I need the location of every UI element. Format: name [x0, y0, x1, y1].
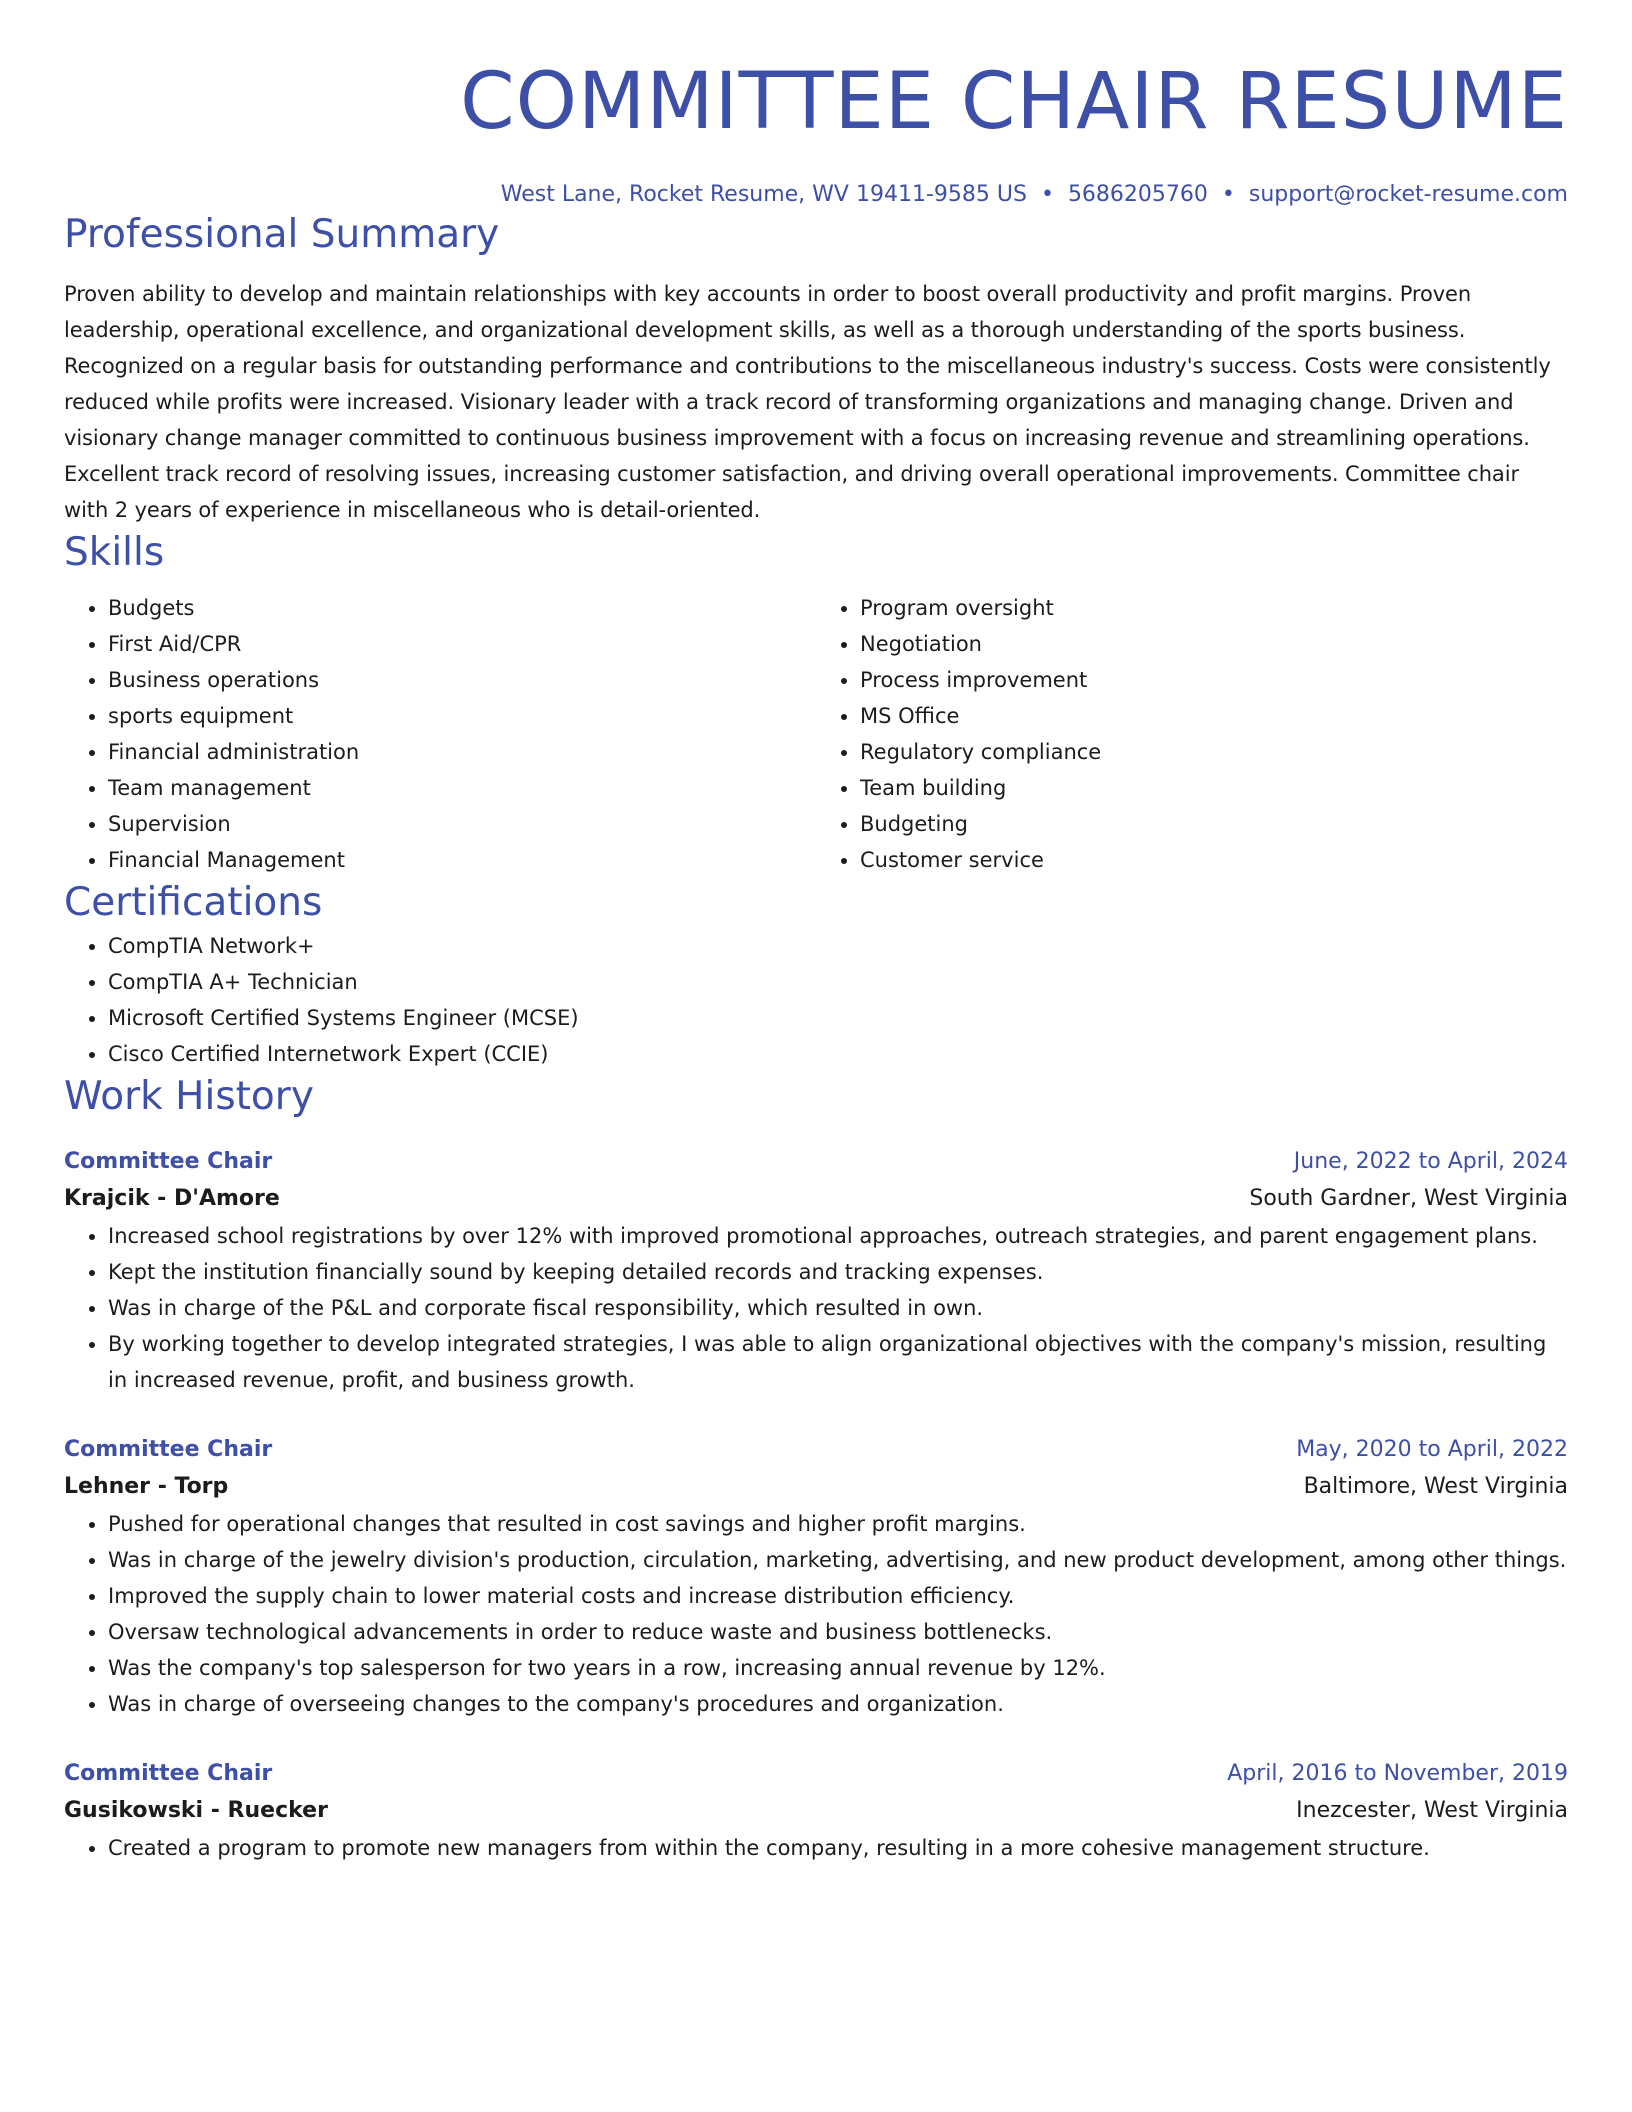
job-location: South Gardner, West Virginia [1249, 1186, 1568, 1211]
job-bullet: • Oversaw technological advancements in order to reduce waste and business bottlenecks. [108, 1614, 1568, 1650]
certification-item: • CompTIA A+ Technician [108, 964, 1568, 1000]
certification-item: • Cisco Certified Internetwork Expert (CCIE) [108, 1036, 1568, 1072]
skill-item: • Budgeting [860, 806, 1568, 842]
contact-line [64, 180, 1568, 210]
certification-item: • Microsoft Certified Systems Engineer (MCSE) [108, 1000, 1568, 1036]
skills-column-left [64, 590, 816, 878]
work-history-heading: Work History [64, 1074, 314, 1119]
job-company-row [64, 1468, 1568, 1506]
contact-address: West Lane, Rocket Resume, WV 19411-9585 US [500, 182, 1027, 207]
skill-item: • First Aid/CPR [108, 626, 816, 662]
job-title: Committee Chair [64, 1149, 273, 1174]
job-company: Gusikowski - Ruecker [64, 1798, 328, 1823]
job-header-row [64, 1756, 1568, 1792]
job-dates: June, 2022 to April, 2024 [1293, 1149, 1568, 1174]
contact-separator: • [1221, 182, 1235, 207]
job-company: Lehner - Torp [64, 1474, 229, 1499]
contact-email: support@rocket-resume.com [1248, 182, 1568, 207]
summary-text: Proven ability to develop and maintain relationships with key accounts in order to boost overall productivity and profit margins. Proven leadership, operational excellence, and organizational development skills, as well as a thorough understanding of the sports business. Recognized on a regular basis for outstanding performance and contributions to the miscellaneous industry's success. Costs were consistently reduced while profits were increased. Visionary leader with a track record of transforming organizations and managing change. Driven and visionary change manager committed to continuous business improvement with a focus on increasing revenue and streamlining operations. Excellent track record of resolving issues, increasing customer satisfaction, and driving overall operational improvements. Committee chair with 2 years of experience in miscellaneous who is detail-oriented. [64, 282, 1551, 522]
job-bullet: • By working together to develop integrated strategies, I was able to align organizational objectives with the company's mission, resulting in increased revenue, profit, and business growth. [108, 1326, 1568, 1398]
certification-item: • CompTIA Network+ [108, 928, 1568, 964]
skills-list-right [816, 590, 1568, 878]
skill-item: • Customer service [860, 842, 1568, 878]
skills-section [64, 528, 1568, 878]
job-dates: April, 2016 to November, 2019 [1227, 1761, 1568, 1786]
summary-section [64, 210, 1568, 528]
skill-item: • sports equipment [108, 698, 816, 734]
skill-item: • Supervision [108, 806, 816, 842]
skill-item: • Budgets [108, 590, 816, 626]
job-dates: May, 2020 to April, 2022 [1296, 1437, 1568, 1462]
skills-list-left [64, 590, 816, 878]
job-bullet: • Was in charge of overseeing changes to the company's procedures and organization. [108, 1686, 1568, 1722]
job-company-row [64, 1792, 1568, 1830]
job-header-row [64, 1432, 1568, 1468]
skill-item: • Regulatory compliance [860, 734, 1568, 770]
skill-item: • Program oversight [860, 590, 1568, 626]
certifications-list [64, 928, 1568, 1072]
skill-item: • Team building [860, 770, 1568, 806]
certifications-heading: Certifications [64, 880, 323, 925]
skill-item: • Process improvement [860, 662, 1568, 698]
job-title: Committee Chair [64, 1761, 273, 1786]
job-header-row [64, 1144, 1568, 1180]
work-history-section [64, 1072, 1568, 1866]
job-bullets [64, 1506, 1568, 1722]
job-entry [64, 1756, 1568, 1866]
job-bullet: • Created a program to promote new managers from within the company, resulting in a more cohesive management structure. [108, 1830, 1568, 1866]
job-location: Inezcester, West Virginia [1296, 1798, 1568, 1823]
certifications-section [64, 878, 1568, 1072]
job-bullet: • Increased school registrations by over 12% with improved promotional approaches, outreach strategies, and parent engagement plans. [108, 1218, 1568, 1254]
job-bullets [64, 1218, 1568, 1398]
job-company-row [64, 1180, 1568, 1218]
job-bullet: • Improved the supply chain to lower material costs and increase distribution efficiency. [108, 1578, 1568, 1614]
job-location: Baltimore, West Virginia [1303, 1474, 1568, 1499]
skill-item: • Negotiation [860, 626, 1568, 662]
summary-heading: Professional Summary [64, 212, 500, 257]
skill-item: • MS Office [860, 698, 1568, 734]
skills-column-right [816, 590, 1568, 878]
contact-phone: 5686205760 [1067, 182, 1208, 207]
job-bullet: • Was in charge of the jewelry division's production, circulation, marketing, advertising, and new product development, among other things. [108, 1542, 1568, 1578]
job-bullet: • Pushed for operational changes that resulted in cost savings and higher profit margins. [108, 1506, 1568, 1542]
job-bullet: • Kept the institution financially sound by keeping detailed records and tracking expenses. [108, 1254, 1568, 1290]
skills-grid [64, 590, 1568, 878]
skill-item: • Team management [108, 770, 816, 806]
job-bullet: • Was in charge of the P&L and corporate fiscal responsibility, which resulted in own. [108, 1290, 1568, 1326]
job-entry [64, 1432, 1568, 1722]
resume-title: COMMITTEE CHAIR RESUME [460, 57, 1568, 147]
contact-separator: • [1040, 182, 1054, 207]
skill-item: • Financial Management [108, 842, 816, 878]
skill-item: • Financial administration [108, 734, 816, 770]
job-title: Committee Chair [64, 1437, 273, 1462]
job-bullet: • Was the company's top salesperson for two years in a row, increasing annual revenue by 12%. [108, 1650, 1568, 1686]
skill-item: • Business operations [108, 662, 816, 698]
job-entry [64, 1144, 1568, 1398]
skills-heading: Skills [64, 530, 165, 575]
job-bullets [64, 1830, 1568, 1866]
job-company: Krajcik - D'Amore [64, 1186, 280, 1211]
